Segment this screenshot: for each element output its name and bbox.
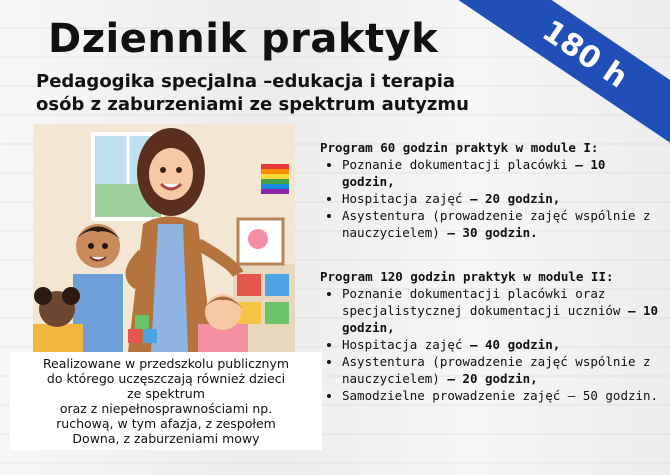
program-heading: Program 120 godzin praktyk w module II:	[320, 269, 614, 284]
caption-line: do którego uczęszczają również dzieci	[46, 371, 286, 386]
item-text: Asystentura (prowadzenie zajęć wspólnie z nauczycielem)	[342, 354, 651, 386]
item-text: Asystentura (prowadzenie zajęć wspólnie z nauczycielem)	[342, 208, 651, 240]
item-text: Poznanie dokumentacji placówki	[342, 157, 568, 172]
classroom-illustration	[33, 124, 295, 352]
program-module-1	[320, 139, 660, 241]
item-text: Hospitacja zajęć	[342, 337, 463, 352]
item-hours: – 20 godzin,	[462, 191, 561, 206]
subtitle-line: Pedagogika specjalna –edukacja i terapia	[36, 71, 456, 92]
caption-line: ruchową, w tym afazja, z zespołem	[56, 416, 276, 431]
item-text: Samodzielne prowadzenie zajęć – 50 godzin.	[342, 388, 659, 403]
item-hours: – 30 godzin.	[439, 225, 538, 240]
program-module-2	[320, 268, 660, 404]
caption-line: Downa, z zaburzeniami mowy	[72, 431, 260, 446]
program-item	[342, 353, 660, 387]
teacher-children-illustration	[33, 124, 295, 352]
item-hours: – 40 godzin,	[462, 337, 561, 352]
item-text: Poznanie dokumentacji placówki oraz specjalistycznej dokumentacji uczniów	[342, 286, 621, 318]
subtitle-line: osób z zaburzeniami ze spektrum autyzmu	[36, 94, 469, 115]
item-hours: – 10 godzin,	[342, 157, 606, 189]
item-hours: – 10 godzin,	[342, 303, 659, 335]
program-item	[342, 190, 660, 207]
program-item	[342, 156, 660, 190]
program-heading: Program 60 godzin praktyk w module I:	[320, 140, 599, 155]
program-item	[342, 285, 660, 336]
item-hours: – 20 godzin,	[439, 371, 538, 386]
program-item	[342, 336, 660, 353]
item-text: Hospitacja zajęć	[342, 191, 463, 206]
program-list	[320, 285, 660, 404]
hours-badge-label: 180 h	[536, 13, 634, 95]
caption-box	[10, 352, 322, 450]
page-title: Dziennik praktyk	[48, 16, 439, 62]
program-item	[342, 207, 660, 241]
page-subtitle	[36, 70, 596, 116]
program-list	[320, 156, 660, 241]
caption-line: Realizowane w przedszkolu publicznym	[42, 356, 290, 371]
program-item	[342, 387, 660, 404]
caption-line: oraz z niepełnosprawnościami np.	[59, 401, 273, 416]
caption-line: ze spektrum	[127, 386, 205, 401]
